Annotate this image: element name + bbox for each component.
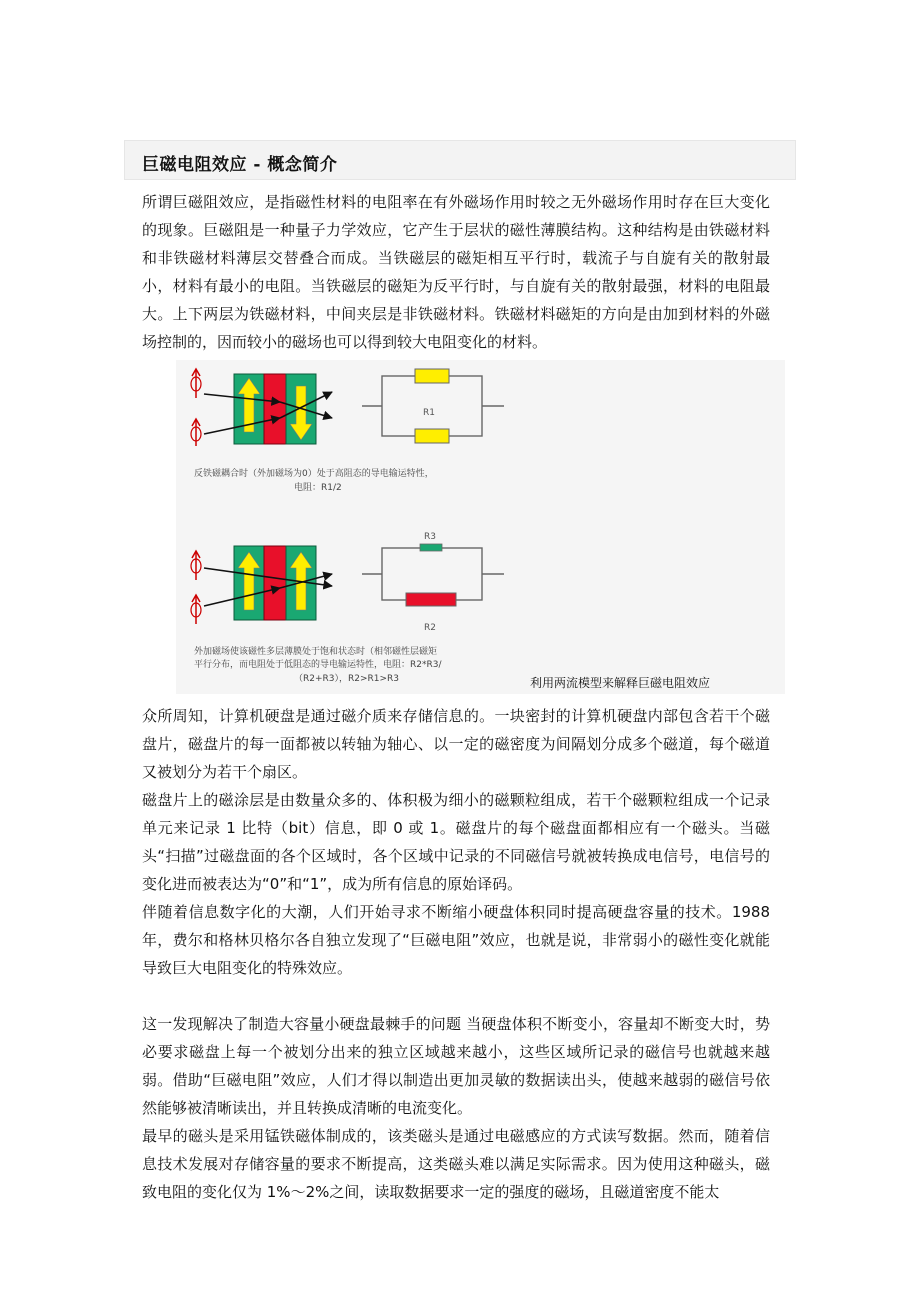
resistor-r2 [406, 593, 456, 606]
spacer-layer [264, 546, 286, 620]
resistor-r1-top [415, 369, 449, 383]
spin-down-symbol [191, 595, 201, 624]
resistor-r2-label: R2 [424, 623, 436, 633]
resistor-r1-label: R1 [423, 408, 435, 418]
paragraph-discovery: 伴随着信息数字化的大潮，人们开始寻求不断缩小硬盘体积同时提高硬盘容量的技术。1988 年，费尔和格林贝格尔各自独立发现了“巨磁电阻”效应，也就是说，非常弱小的磁性变化就能导致巨大电阻变化的特殊效应。 [142, 903, 770, 977]
paragraph-intro: 所谓巨磁阻效应，是指磁性材料的电阻率在有外磁场作用时较之无外磁场作用时存在巨大变化的现象。巨磁阻是一种量子力学效应，它产生于层状的磁性薄膜结构。这种结构是由铁磁材料和非铁磁材料薄层交替叠合而成。当铁磁层的磁矩相互平行时，载流子与自旋有关的散射最小，材料有最小的电阻。当铁磁层的磁矩为反平行时，与自旋有关的散射最强，材料的电阻最大。上下两层为铁磁材料，中间夹层是非铁磁材料。铁磁材料磁矩的方向是由加到材料的外磁场控制的，因而较小的磁场也可以得到较大电阻变化的材料。 [142, 193, 770, 351]
resistor-r3 [420, 544, 442, 551]
gmr-diagram [184, 362, 534, 690]
resistor-r3-label: R3 [424, 532, 436, 542]
spin-down-symbol [191, 419, 201, 446]
paragraph-significance: 这一发现解决了制造大容量小硬盘最棘手的问题 当硬盘体积不断变小，容量却不断变大时，势必要求磁盘上每一个被划分出来的独立区域越来越小，这些区域所记录的磁信号也就越来越弱。借助“巨磁电阻”效应，人们才得以制造出更加灵敏的数据读出头，使越来越弱的磁信号依然能够被清晰读出，并且转换成清晰的电流变化。 [142, 1015, 770, 1117]
section-title-bar [124, 140, 796, 180]
bottom-panel-description: 外加磁场使该磁性多层薄膜处于饱和状态时（相邻磁性层磁矩 [194, 647, 438, 657]
top-panel [191, 369, 504, 493]
parallel-circuit-r2-r3 [362, 532, 504, 633]
page-title: 巨磁电阻效应 - 概念简介 [142, 155, 338, 175]
gmr-two-current-figure [176, 360, 785, 694]
top-panel-description: 反铁磁耦合时（外加磁场为0）处于高阻态的导电输运特性， [194, 469, 434, 479]
parallel-circuit-r1 [362, 369, 504, 443]
spacer-layer [264, 374, 286, 444]
spin-up-symbol [191, 369, 201, 398]
paragraph-early-heads: 最早的磁头是采用锰铁磁体制成的，该类磁头是通过电磁感应的方式读写数据。然而，随着信息技术发展对存储容量的要求不断提高，这类磁头难以满足实际需求。因为使用这种磁头，磁致电阻的变化仅为 1%～2%之间，读取数据要求一定的强度的磁场，且磁道密度不能太 [142, 1127, 770, 1201]
bottom-panel-relation: （R2+R3），R2>R1>R3 [294, 674, 400, 684]
spin-up-symbol [191, 551, 201, 580]
resistor-r1-bottom [415, 429, 449, 443]
paragraph-magnetic-coating: 磁盘片上的磁涂层是由数量众多的、体积极为细小的磁颗粒组成，若干个磁颗粒组成一个记录单元来记录 1 比特（bit）信息，即 0 或 1。磁盘片的每个磁盘面都相应有一个磁头。当磁头“扫描”过磁盘面的各个区域时，各个区域中记录的不同磁信号就被转换成电信号，电信号的变化进而被表达为“0”和“1”，成为所有信息的原始译码。 [142, 791, 770, 893]
paragraph-hard-disk: 众所周知，计算机硬盘是通过磁介质来存储信息的。一块密封的计算机硬盘内部包含若干个磁盘片，磁盘片的每一面都被以转轴为轴心、以一定的磁密度为间隔划分成多个磁道，每个磁道又被划分为若干个扇区。 [142, 707, 770, 781]
bottom-panel-resistance: 平行分布，而电阻处于低阻态的导电输运特性，电阻：R2*R3/ [194, 660, 442, 670]
figure-caption: 利用两流模型来解释巨磁电阻效应 [530, 676, 711, 690]
top-panel-resistance: 电阻：R1/2 [294, 483, 342, 493]
bottom-panel [191, 532, 504, 684]
